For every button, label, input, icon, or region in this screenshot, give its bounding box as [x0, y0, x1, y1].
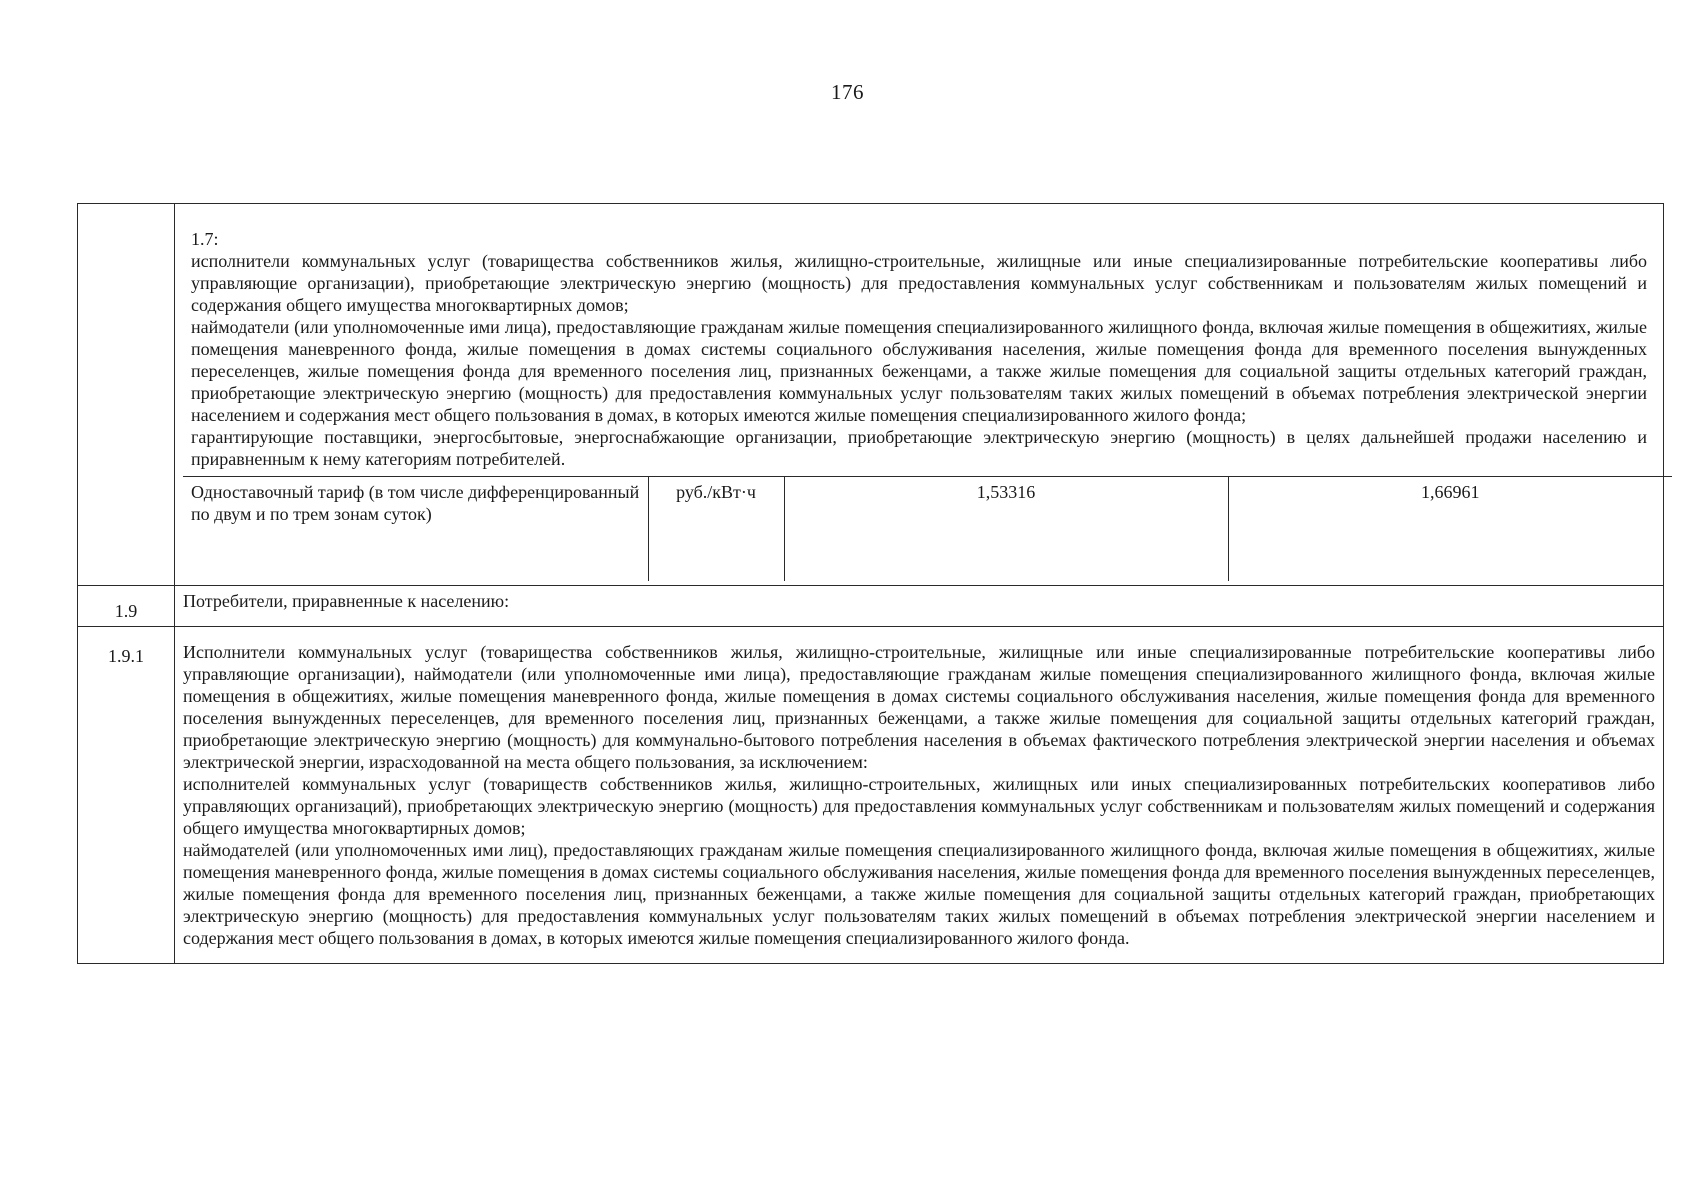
row-1-9-text-cell: Потребители, приравненные к населению: — [175, 585, 1664, 626]
section-heading: 1.7: — [191, 229, 219, 249]
tariff-subtable — [183, 476, 1672, 581]
tariff-row — [183, 477, 1672, 581]
row-number-cell: 1.9 — [78, 585, 175, 626]
tariff-value-1-cell: 1,53316 — [784, 477, 1228, 581]
tariff-table — [77, 203, 1664, 964]
paragraph-utility-and-landlords: Исполнители коммунальных услуг (товарищества собственников жилья, жилищно-строительные, жилищные или иные специализированные потребительские кооперативы либо управляющие организации), наймодатели (или уполномоченные ими лица), предоставляющие гражданам жилые помещения специализированного жилищного фонда, включая жилые помещения в общежитиях, жилые помещения маневренного фонда, жилые помещения в домах системы социального обслуживания населения, жилые помещения фонда для временного поселения вынужденных переселенцев, для временного поселения лиц, признанных беженцами, а также жилые помещения для социальной защиты отдельных категорий граждан, приобретающие электрическую энергию (мощность) для коммунально-бытового потребления населения в объемах фактического потребления электрической энергии населения и объемах электрической энергии, израсходованной на места общего пользования, за исключением: — [183, 641, 1655, 772]
paragraph-guaranteeing-suppliers: гарантирующие поставщики, энергосбытовые, энергоснабжающие организации, приобретающие электрическую энергию (мощность) в целях дальнейшей продажи населению и приравненным к нему категориям потребителей. — [191, 427, 1647, 469]
table-row-section-1-7 — [78, 204, 1664, 586]
section-1-7-cell — [175, 204, 1664, 586]
page-number: 176 — [831, 80, 864, 104]
table-row-1-9-1 — [78, 626, 1664, 963]
table-row-1-9 — [78, 585, 1664, 626]
row-number-cell — [78, 204, 175, 586]
paragraph-exception-utility-providers: исполнителей коммунальных услуг (товариществ собственников жилья, жилищно-строительных, жилищных или иных специализированных потребительских кооперативов либо управляющих организаций), приобретающих электрическую энергию (мощность) для предоставления коммунальных услуг собственникам и пользователям жилых помещений и содержания общего имущества многоквартирных домов; — [183, 773, 1655, 838]
paragraph-landlords: наймодатели (или уполномоченные ими лица), предоставляющие гражданам жилые помещения специализированного жилищного фонда, включая жилые помещения в общежитиях, жилые помещения маневренного фонда, жилые помещения в домах системы социального обслуживания населения, жилые помещения фонда для временного поселения вынужденных переселенцев, жилые помещения фонда для временного поселения лиц, признанных беженцами, а также жилые помещения для социальной защиты отдельных категорий граждан, приобретающие электрическую энергию (мощность) для предоставления коммунальных услуг пользователям таких жилых помещений в объемах потребления электрической энергии населением и содержания мест общего пользования в домах, в которых имеются жилые помещения специализированного жилого фонда; — [191, 317, 1647, 425]
row-1-9-1-text-cell — [175, 626, 1664, 963]
row-number-cell: 1.9.1 — [78, 626, 175, 963]
tariff-value-2-cell: 1,66961 — [1228, 477, 1672, 581]
paragraph-exception-landlords: наймодателей (или уполномоченных ими лиц), предоставляющих гражданам жилые помещения специализированного жилищного фонда, включая жилые помещения в общежитиях, жилые помещения маневренного фонда, жилые помещения в домах системы социального обслуживания населения, жилые помещения фонда для временного поселения вынужденных переселенцев, жилые помещения фонда для временного поселения лиц, признанных беженцами, а также жилые помещения для социальной защиты отдельных категорий граждан, приобретающих электрическую энергию (мощность) для предоставления коммунальных услуг пользователям таких жилых помещений в объемах потребления электрической энергии населением и содержания мест общего пользования в домах, в которых имеются жилые помещения специализированного жилого фонда. — [183, 839, 1655, 948]
paragraph-utility-providers: исполнители коммунальных услуг (товарищества собственников жилья, жилищно-строительные, жилищные или иные специализированные потребительские кооперативы либо управляющие организации), приобретающие электрическую энергию (мощность) для предоставления коммунальных услуг собственникам и пользователям жилых помещений и содержания общего имущества многоквартирных домов; — [191, 251, 1647, 315]
tariff-label-cell: Одноставочный тариф (в том числе дифференцированный по двум и по трем зонам суток) — [183, 477, 648, 581]
tariff-unit-cell: руб./кВт·ч — [648, 477, 784, 581]
